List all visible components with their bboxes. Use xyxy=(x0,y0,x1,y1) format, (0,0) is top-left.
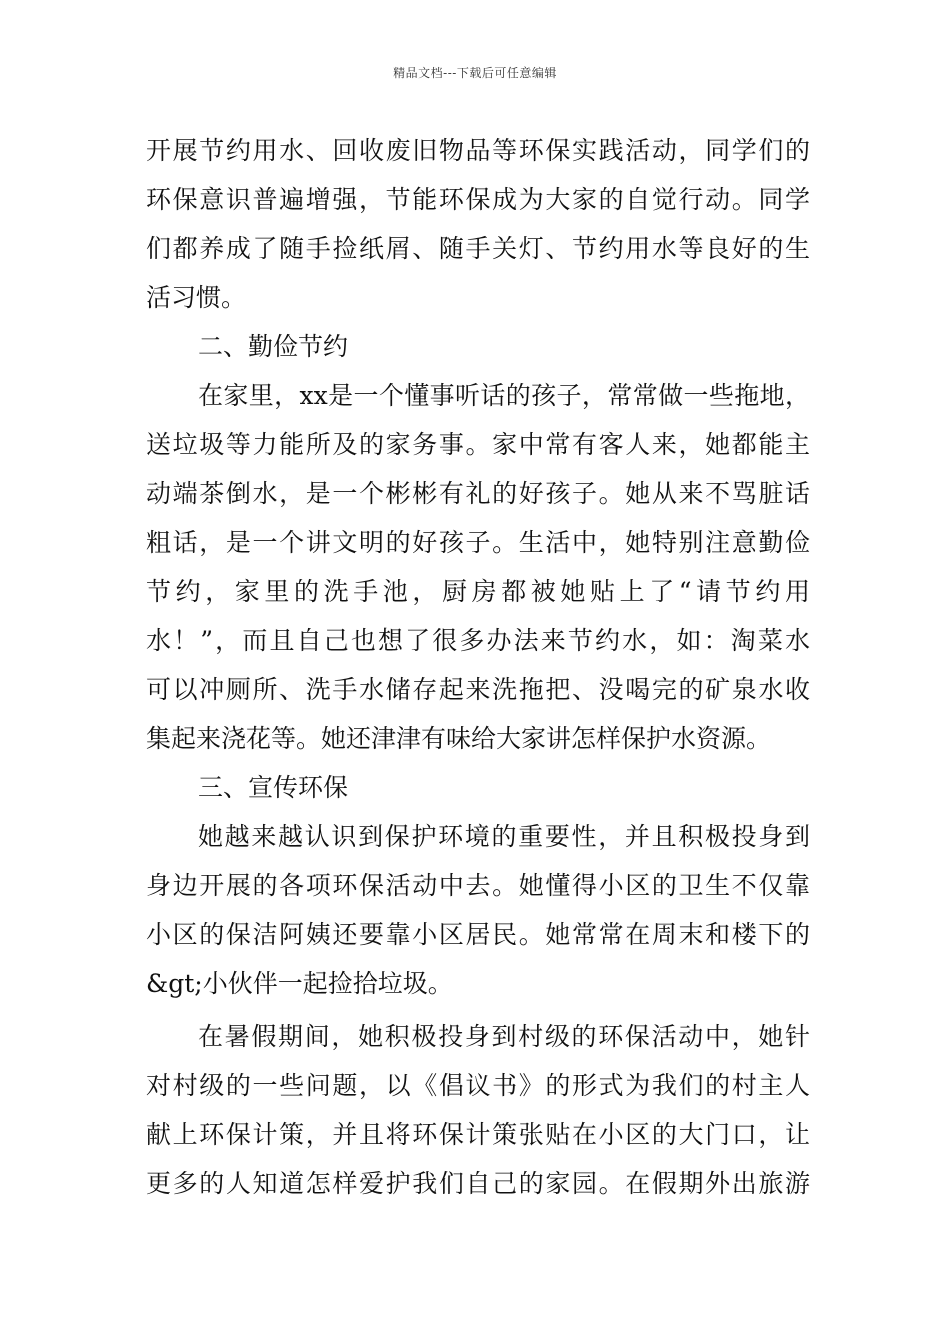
text-line: 在暑假期间，她积极投身到村级的环保活动中，她针 xyxy=(198,1022,810,1051)
text-line: 们都养成了随手捡纸屑、随手关灯、节约用水等良好的生 xyxy=(146,234,810,263)
text-line: 可以冲厕所、洗手水储存起来洗拖把、没喝完的矿泉水收 xyxy=(146,675,810,704)
text-line: 粗话，是一个讲文明的好孩子。生活中，她特别注意勤俭 xyxy=(146,528,810,557)
text-line: 活习惯。 xyxy=(146,283,247,312)
text-line: 在家里，xx是一个懂事听话的孩子，常常做一些拖地， xyxy=(198,381,810,410)
text-line: 身边开展的各项环保活动中去。她懂得小区的卫生不仅靠 xyxy=(146,871,810,900)
text-line: 献上环保计策，并且将环保计策张贴在小区的大门口，让 xyxy=(146,1120,810,1149)
paragraph xyxy=(146,126,810,322)
text-line: 环保意识普遍增强，节能环保成为大家的自觉行动。同学 xyxy=(146,185,810,214)
section-heading: 三、宣传环保 xyxy=(198,773,349,802)
text-line: 开展节约用水、回收废旧物品等环保实践活动，同学们的 xyxy=(146,136,810,165)
text-line: 小区的保洁阿姨还要靠小区居民。她常常在周末和楼下的 xyxy=(146,920,810,949)
paragraph xyxy=(146,1012,810,1208)
section-heading: 二、勤俭节约 xyxy=(198,332,349,361)
text-line: 送垃圾等力能所及的家务事。家中常有客人来，她都能主 xyxy=(146,430,810,459)
paragraph xyxy=(146,812,810,1008)
text-line: 更多的人知道怎样爱护我们自己的家园。在假期外出旅游 xyxy=(146,1169,810,1198)
page-header: 精品文档---下载后可任意编辑 xyxy=(393,66,557,80)
text-line: 集起来浇花等。她还津津有味给大家讲怎样保护水资源。 xyxy=(146,724,772,753)
document-body xyxy=(146,126,810,1208)
text-line: 水！”，而且自己也想了很多办法来节约水，如：淘菜水 xyxy=(146,626,810,655)
text-line: 节约，家里的洗手池，厨房都被她贴上了“请节约用 xyxy=(146,577,810,606)
text-line: 对村级的一些问题，以《倡议书》的形式为我们的村主人 xyxy=(146,1071,810,1100)
text-line: &gt;小伙伴一起捡拾垃圾。 xyxy=(146,969,453,998)
text-line: 动端茶倒水，是一个彬彬有礼的好孩子。她从来不骂脏话 xyxy=(146,479,810,508)
paragraph xyxy=(146,371,810,763)
text-line: 她越来越认识到保护环境的重要性，并且积极投身到 xyxy=(198,822,810,851)
